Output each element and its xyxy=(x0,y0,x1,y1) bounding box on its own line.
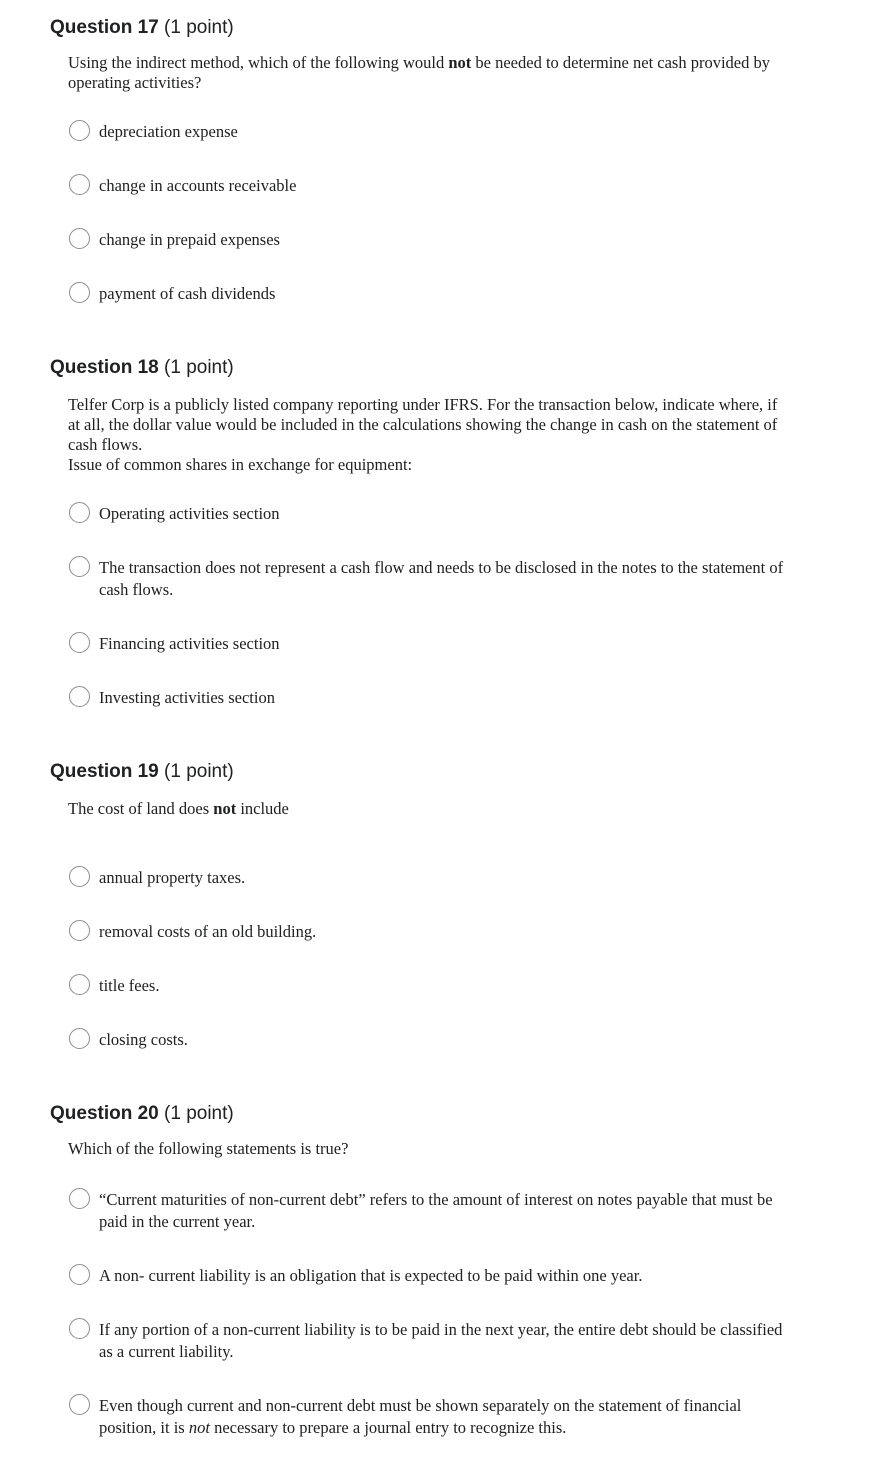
option-label: Operating activities section xyxy=(99,504,280,523)
option-label: Financing activities section xyxy=(99,634,280,653)
answer-option[interactable] xyxy=(69,920,789,943)
option-label: change in accounts receivable xyxy=(99,176,297,195)
prompt-text: Telfer Corp is a publicly listed company reporting under IFRS. For the transaction below, indicate where, if at all, the dollar value would be included in the calculations showing the change in cash on the statement of cash flows. xyxy=(68,395,778,454)
prompt-text: The cost of land does xyxy=(68,799,214,818)
answer-option[interactable] xyxy=(69,1318,789,1363)
prompt-text: include xyxy=(236,799,289,818)
radio-button[interactable] xyxy=(69,120,90,141)
question-title xyxy=(50,1103,234,1125)
prompt-text: Issue of common shares in exchange for equipment: xyxy=(68,455,413,474)
question-number: Question 20 xyxy=(50,1103,159,1124)
radio-button[interactable] xyxy=(69,686,90,707)
question-prompt xyxy=(68,395,788,475)
question-points: (1 point) xyxy=(164,1103,234,1124)
answer-option[interactable] xyxy=(69,502,789,525)
radio-button[interactable] xyxy=(69,282,90,303)
option-text: Even though current and non-current debt must be shown separately on the statement of financial position, it is xyxy=(99,1396,742,1437)
prompt-emphasis: not xyxy=(448,53,472,72)
answer-option[interactable] xyxy=(69,1188,789,1233)
option-label: Investing activities section xyxy=(99,688,275,707)
option-label: The transaction does not represent a cash flow and needs to be disclosed in the notes to the statement of cash flows. xyxy=(99,558,784,599)
answer-option[interactable] xyxy=(69,866,789,889)
radio-button[interactable] xyxy=(69,974,90,995)
question-title xyxy=(50,357,234,379)
option-label xyxy=(99,1394,789,1439)
question-prompt: Which of the following statements is true? xyxy=(68,1139,349,1158)
radio-button[interactable] xyxy=(69,1188,90,1209)
answer-option[interactable] xyxy=(69,1394,789,1439)
option-label: depreciation expense xyxy=(99,122,238,141)
question-prompt xyxy=(68,799,788,819)
answer-option[interactable] xyxy=(69,974,789,997)
option-label: annual property taxes. xyxy=(99,868,246,887)
question-number: Question 17 xyxy=(50,17,159,38)
option-label: closing costs. xyxy=(99,1030,188,1049)
option-emphasis: not xyxy=(188,1418,210,1437)
option-label: A non- current liability is an obligation that is expected to be paid within one year. xyxy=(99,1266,643,1285)
radio-button[interactable] xyxy=(69,632,90,653)
answer-option[interactable] xyxy=(69,174,789,197)
question-prompt xyxy=(68,53,788,93)
answer-option[interactable] xyxy=(69,120,789,143)
option-label: removal costs of an old building. xyxy=(99,922,317,941)
prompt-emphasis: not xyxy=(213,799,237,818)
radio-button[interactable] xyxy=(69,866,90,887)
answer-option[interactable] xyxy=(69,282,789,305)
answer-option[interactable] xyxy=(69,1264,789,1287)
question-points: (1 point) xyxy=(164,357,234,378)
question-title xyxy=(50,761,234,783)
option-label: If any portion of a non-current liability is to be paid in the next year, the entire debt should be classified as a current liability. xyxy=(99,1320,783,1361)
radio-button[interactable] xyxy=(69,228,90,249)
answer-option[interactable] xyxy=(69,632,789,655)
radio-button[interactable] xyxy=(69,502,90,523)
radio-button[interactable] xyxy=(69,1318,90,1339)
prompt-text: Using the indirect method, which of the following would xyxy=(68,53,449,72)
question-number: Question 18 xyxy=(50,357,159,378)
option-label: title fees. xyxy=(99,976,160,995)
option-label: change in prepaid expenses xyxy=(99,230,280,249)
option-label: payment of cash dividends xyxy=(99,284,276,303)
answer-option[interactable] xyxy=(69,686,789,709)
radio-button[interactable] xyxy=(69,1028,90,1049)
option-label: “Current maturities of non-current debt” refers to the amount of interest on notes payable that must be paid in the current year. xyxy=(99,1190,773,1231)
question-title xyxy=(50,17,234,39)
question-number: Question 19 xyxy=(50,761,159,782)
radio-button[interactable] xyxy=(69,1394,90,1415)
radio-button[interactable] xyxy=(69,556,90,577)
radio-button[interactable] xyxy=(69,174,90,195)
radio-button[interactable] xyxy=(69,1264,90,1285)
prompt-text: be needed to determine net cash provided by operating activities? xyxy=(68,53,771,92)
option-text: necessary to prepare a journal entry to recognize this. xyxy=(209,1418,567,1437)
answer-option[interactable] xyxy=(69,1028,789,1051)
answer-option[interactable] xyxy=(69,228,789,251)
question-points: (1 point) xyxy=(164,17,234,38)
radio-button[interactable] xyxy=(69,920,90,941)
question-points: (1 point) xyxy=(164,761,234,782)
answer-option[interactable] xyxy=(69,556,789,601)
